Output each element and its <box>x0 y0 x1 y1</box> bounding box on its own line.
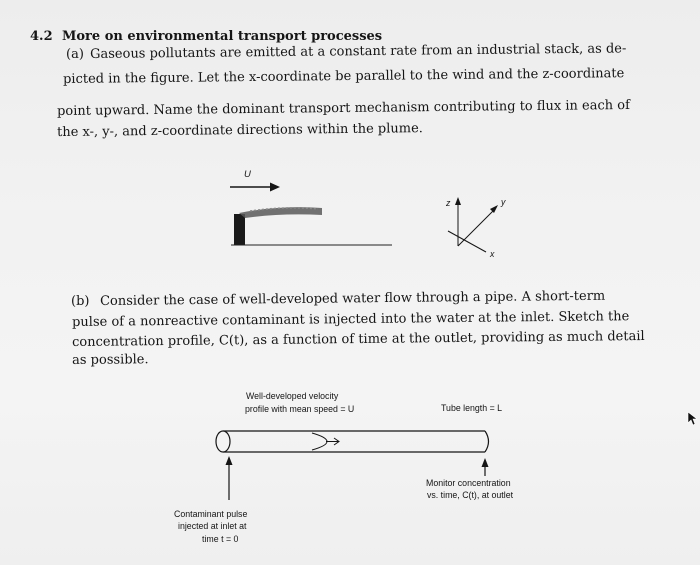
axis-x-label: x <box>490 249 495 259</box>
part-b-label: (b) <box>71 294 90 309</box>
monitor-label-line-2: vs. time, C(t), at outlet <box>427 490 514 500</box>
velocity-profile <box>312 433 339 450</box>
inlet-arrow <box>226 456 233 500</box>
mouse-cursor-icon <box>688 412 698 426</box>
axis-z-label: z <box>446 198 451 208</box>
pulse-label-line-1: Contaminant pulse <box>174 509 248 519</box>
velocity-label-line-1: Well-developed velocity <box>246 391 339 401</box>
pulse-label-line-3: time t = 0 <box>202 534 239 544</box>
wind-speed-label: U <box>244 169 251 180</box>
axis-y-label: y <box>501 197 506 207</box>
part-b-line-4: as possible. <box>72 352 149 368</box>
pipe <box>216 431 489 452</box>
part-a-line-2: picted in the figure. Let the x-coordinate be parallel to the wind and the z-coordinate <box>63 66 625 87</box>
part-a-line-4: the x-, y-, and z-coordinate directions within the plume. <box>57 121 423 140</box>
part-a-line-3: point upward. Name the dominant transport mechanism contributing to flux in each of <box>57 98 630 119</box>
outlet-arrow <box>482 458 489 476</box>
velocity-label-line-2: profile with mean speed = U <box>245 404 355 414</box>
part-b-line-1: Consider the case of well-developed water flow through a pipe. A short-term <box>100 288 606 309</box>
problem-title: More on environmental transport processes <box>62 29 383 44</box>
tube-length-label: Tube length = L <box>441 403 503 413</box>
part-b-line-2: pulse of a nonreactive contaminant is injected into the water at the inlet. Sketch the <box>72 309 630 330</box>
part-b-line-3: concentration profile, C(t), as a function of time at the outlet, providing as much detail <box>72 329 645 350</box>
problem-number: 4.2 <box>30 29 53 44</box>
monitor-label-line-1: Monitor concentration <box>426 478 511 488</box>
part-a-line-1: Gaseous pollutants are emitted at a constant rate from an industrial stack, as de- <box>90 41 627 62</box>
pulse-label-line-2: injected at inlet at <box>178 521 247 531</box>
part-a-label: (a) <box>66 47 84 62</box>
